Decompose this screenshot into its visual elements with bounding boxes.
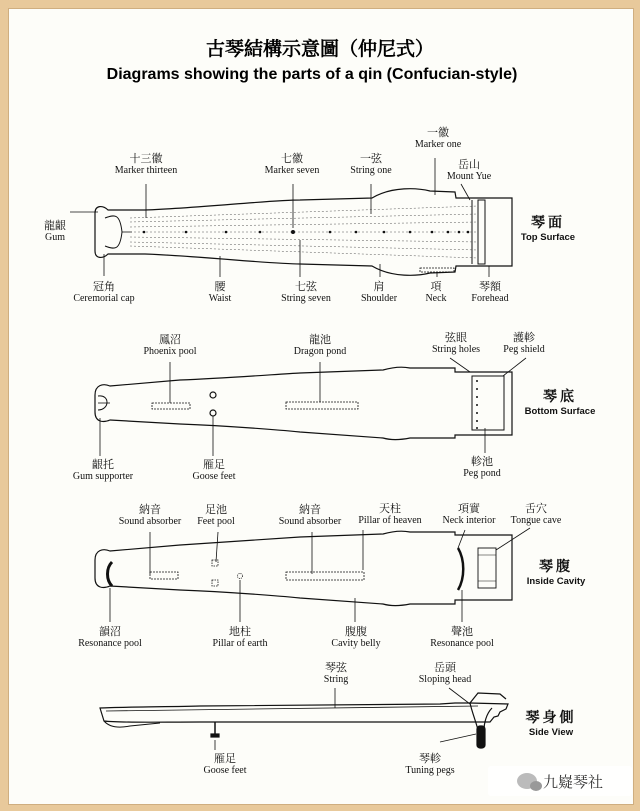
label-en: Cavity belly [331, 638, 381, 649]
label-string-one [350, 152, 391, 177]
label-goose-feet-side [203, 752, 246, 777]
view-cn: 琴底 [542, 389, 577, 405]
label-en: Pillar of earth [212, 638, 268, 649]
label-en: String holes [431, 344, 481, 355]
label-resonance-pool-2 [430, 625, 494, 650]
label-cn: 琴弦 [324, 661, 347, 674]
label-cn: 納音 [139, 503, 161, 516]
label-tongue-cave [511, 502, 562, 527]
label-cn: 納音 [299, 503, 321, 516]
label-en: Pillar of heaven [358, 515, 422, 526]
label-pillar-of-earth [213, 625, 268, 650]
label-cn: 十三徽 [129, 152, 163, 165]
label-en: Peg shield [503, 344, 545, 355]
label-shoulder [361, 280, 397, 305]
view-side-view [526, 707, 577, 738]
view-cn: 琴腹 [538, 559, 573, 575]
label-cn: 龍齦 [44, 219, 66, 232]
label-forehead [471, 280, 508, 305]
top-surface-outline [95, 189, 512, 276]
title-english: Diagrams showing the parts of a qin (Confucian-style) [106, 66, 518, 83]
label-gum-supporter [73, 458, 133, 483]
watermark [488, 766, 632, 796]
label-cn: 一徽 [427, 126, 449, 139]
title-chinese: 古琴結構示意圖（仲尼式） [205, 38, 435, 60]
side-leader-lines [215, 688, 476, 750]
label-en: Phoenix pool [143, 346, 197, 357]
label-sound-absorber-1 [119, 503, 182, 528]
view-en: Side View [528, 727, 574, 738]
view-bottom-surface [525, 386, 596, 417]
label-en: Gum [45, 232, 65, 243]
label-en: Neck interior [442, 515, 496, 526]
label-waist [209, 280, 232, 305]
label-cn: 腹腹 [344, 625, 367, 638]
label-cn: 肩 [373, 280, 385, 293]
label-sound-absorber-2 [279, 503, 342, 528]
label-cn: 地柱 [228, 625, 251, 638]
label-peg-pond [463, 455, 501, 480]
inside-cavity-outline [95, 531, 512, 605]
label-en: Shoulder [360, 293, 398, 304]
label-cn: 琴軫 [419, 752, 441, 765]
label-resonance-pool-1 [78, 625, 142, 650]
side-view-outline [100, 693, 508, 748]
label-marker-thirteen [115, 152, 177, 177]
label-en: Marker thirteen [114, 165, 178, 176]
watermark-text: 九嶷琴社 [542, 772, 603, 791]
label-peg-shield [503, 331, 544, 356]
label-gum [44, 219, 66, 244]
label-en: Ceremorial cap [73, 293, 135, 304]
label-cn: 韻沼 [99, 625, 121, 638]
label-cn: 聲池 [451, 625, 473, 638]
label-ceremonial-cap [73, 280, 134, 305]
label-en: String [323, 674, 349, 685]
label-en: Tongue cave [510, 515, 562, 526]
view-cn: 琴面 [530, 215, 565, 231]
label-cn: 一弦 [359, 152, 382, 165]
label-en: Sloping head [418, 674, 472, 685]
label-cn: 岳山 [457, 158, 480, 171]
label-mount-yue [447, 158, 491, 183]
label-cn: 腰 [214, 280, 226, 293]
label-en: Dragon pond [293, 346, 347, 357]
label-cn: 足池 [205, 503, 227, 516]
label-en: Mount Yue [446, 171, 492, 182]
label-en: Resonance pool [78, 638, 142, 649]
label-cn: 冠角 [92, 280, 115, 293]
label-en: Sound absorber [118, 516, 182, 527]
view-en: Bottom Surface [524, 406, 596, 417]
view-cn: 琴身側 [525, 710, 577, 726]
label-dragon-pond [294, 333, 347, 358]
label-en: Feet pool [197, 516, 235, 527]
label-cn: 七弦 [295, 280, 317, 293]
label-neck [425, 280, 446, 305]
label-en: Marker one [414, 139, 462, 150]
label-cn: 七徽 [280, 152, 303, 165]
label-cn: 舌穴 [524, 502, 547, 515]
view-en: Top Surface [520, 232, 576, 243]
label-phoenix-pool [143, 333, 196, 358]
label-string-holes [432, 331, 480, 356]
label-cn: 項實 [457, 502, 480, 515]
view-en: Inside Cavity [526, 576, 586, 587]
label-cn: 弦眼 [445, 331, 467, 344]
label-string-seven [281, 280, 331, 305]
inside-leader-lines [110, 528, 530, 622]
label-en: Tuning pegs [405, 765, 455, 776]
label-marker-one [415, 126, 461, 151]
label-en: String seven [281, 293, 331, 304]
label-tuning-pegs [405, 752, 454, 777]
label-cn: 鳳沼 [159, 333, 181, 346]
label-marker-seven [265, 152, 320, 177]
label-string [324, 661, 348, 686]
label-cavity-belly [331, 625, 380, 650]
label-cn: 岳頭 [434, 661, 456, 674]
bottom-surface-outline [95, 367, 512, 439]
wechat-icon [517, 773, 537, 789]
label-en: Neck [425, 293, 447, 304]
label-cn: 護軫 [512, 331, 535, 344]
label-en: Goose feet [192, 471, 236, 482]
label-en: Forehead [471, 293, 509, 304]
label-sloping-head [419, 661, 472, 686]
label-en: Goose feet [203, 765, 247, 776]
label-cn: 琴額 [479, 280, 501, 293]
label-en: Marker seven [264, 165, 320, 176]
label-cn: 雁足 [213, 752, 236, 765]
label-en: Sound absorber [278, 516, 342, 527]
label-neck-interior [442, 502, 495, 527]
label-feet-pool [197, 503, 235, 528]
label-en: Waist [208, 293, 232, 304]
label-pillar-of-heaven [358, 502, 421, 527]
label-cn: 雁足 [202, 458, 225, 471]
view-top-surface [521, 212, 575, 243]
label-en: Gum supporter [72, 471, 134, 482]
label-cn: 龍池 [309, 333, 331, 346]
view-inside-cavity [527, 556, 586, 587]
label-cn: 齦托 [92, 458, 114, 471]
label-cn: 軫池 [471, 455, 493, 468]
label-goose-feet-bottom [192, 458, 235, 483]
label-cn: 天柱 [379, 502, 401, 515]
label-en: Peg pond [463, 468, 501, 479]
label-en: Resonance pool [430, 638, 494, 649]
label-en: String one [350, 165, 392, 176]
label-cn: 項 [430, 280, 442, 293]
